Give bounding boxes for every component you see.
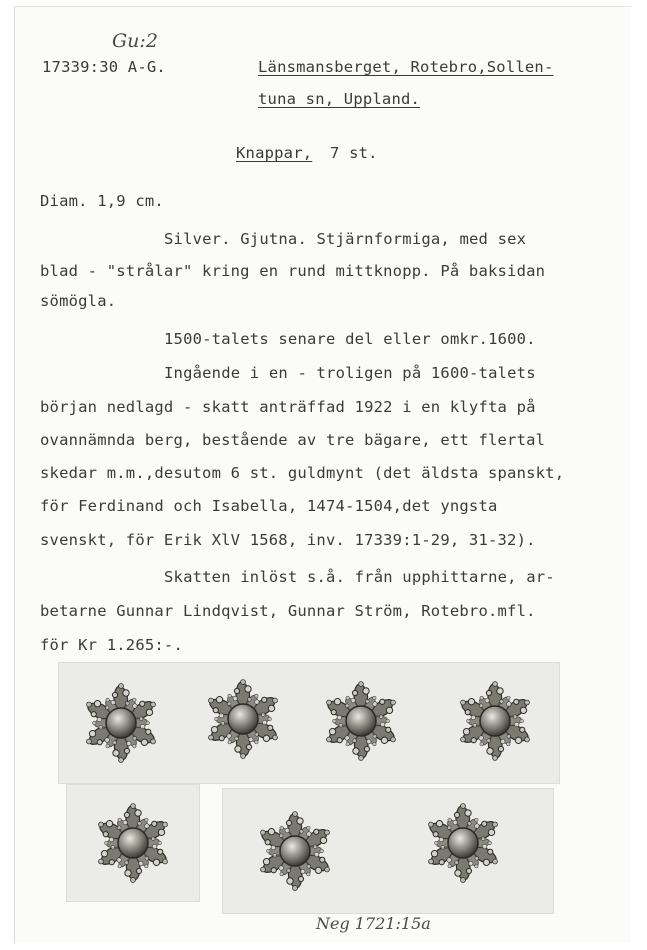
star-button-image — [251, 807, 339, 895]
text-line-11: Skatten inlöst s.å. från upphittarne, ar- — [164, 568, 555, 586]
location-line-1: Länsmansberget, Rotebro,Sollen- — [258, 58, 554, 76]
text-line-7: ovannämnda berg, bestående av tre bägare, ett flertal — [40, 431, 546, 449]
text-line-4: 1500-talets senare del eller omkr.1600. — [164, 330, 536, 348]
text-line-6: början nedlagd - skatt anträffad 1922 i en klyfta på — [40, 398, 536, 416]
text-line-12: betarne Gunnar Lindqvist, Gunnar Ström, Rotebro.mfl. — [40, 602, 536, 620]
text-line-5: Ingående i en - troligen på 1600-talets — [164, 364, 536, 382]
star-button-image — [419, 799, 507, 887]
photo-bottom-right — [222, 788, 554, 914]
photo-bottom-left — [66, 784, 200, 902]
text-line-2: blad - "strålar" kring en rund mittknopp. På baksidan — [40, 262, 546, 280]
star-button-image — [77, 679, 165, 767]
text-line-13: för Kr 1.265:-. — [40, 636, 183, 654]
text-line-9: för Ferdinand och Isabella, 1474-1504,det yngsta — [40, 497, 498, 515]
handwritten-code: Gu:2 — [112, 30, 158, 52]
photo-strip-top — [58, 662, 560, 784]
location-line-2: tuna sn, Uppland. — [258, 90, 421, 108]
object-count: 7 st. — [330, 144, 378, 162]
star-button-image — [89, 799, 177, 887]
negative-number: Neg 1721:15a — [316, 914, 431, 933]
text-line-10: svenskt, för Erik XlV 1568, inv. 17339:1-29, 31-32). — [40, 531, 536, 549]
diameter: Diam. 1,9 cm. — [40, 192, 164, 210]
object-title: Knappar, — [236, 144, 313, 162]
catalog-number: 17339:30 A-G. — [42, 58, 166, 76]
text-line-1: Silver. Gjutna. Stjärnformiga, med sex — [164, 230, 527, 248]
text-line-8: skedar m.m.,desutom 6 st. guldmynt (det äldsta spanskt, — [40, 464, 565, 482]
star-button-image — [451, 677, 539, 765]
star-button-image — [199, 675, 287, 763]
star-button-image — [317, 677, 405, 765]
text-line-3: sömögla. — [40, 292, 117, 310]
